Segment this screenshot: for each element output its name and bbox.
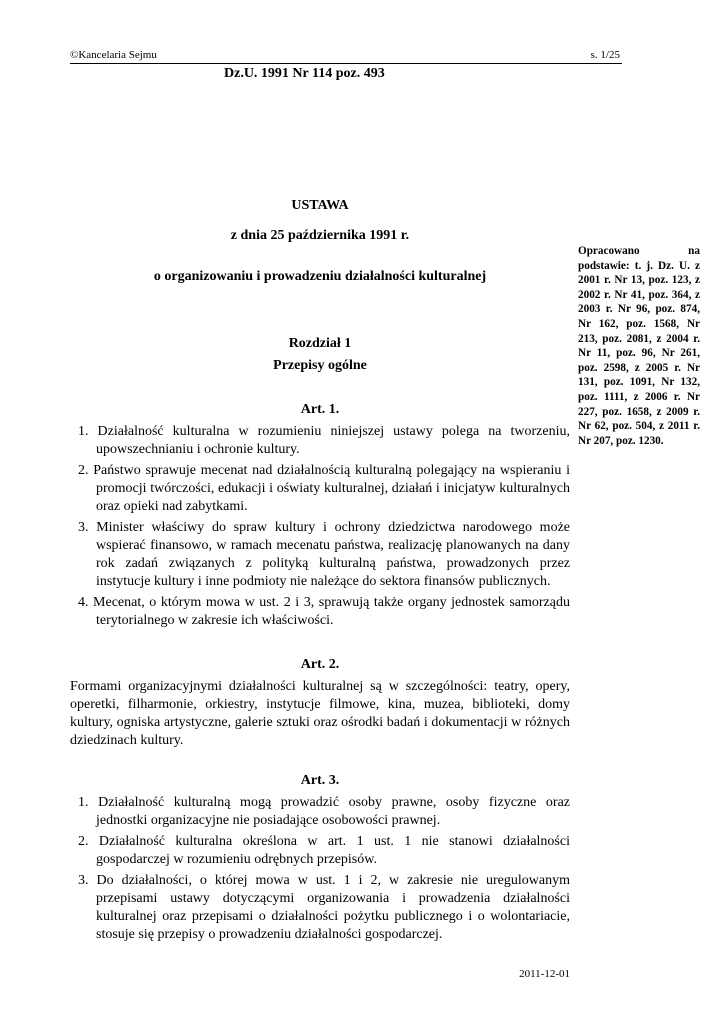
page-header bbox=[70, 49, 622, 64]
publisher-label: ©Kancelaria Sejmu bbox=[70, 49, 157, 61]
article-1-heading: Art. 1. bbox=[300, 402, 340, 417]
article-1-paragraph: 4. Mecenat, o którym mowa w ust. 2 i 3, sprawują także organy jednostek samorządu terytorialnego w zakresie ich właściwości. bbox=[78, 595, 570, 628]
article-3-body bbox=[70, 794, 570, 944]
article-3-paragraph: 1. Działalność kulturalną mogą prowadzić osoby prawne, osoby fizyczne oraz jednostki organizacyjne nie posiadające osobowości prawnej. bbox=[78, 795, 570, 828]
article-1-body bbox=[70, 423, 570, 630]
article-2-heading: Art. 2. bbox=[300, 657, 340, 672]
act-title: o organizowaniu i prowadzeniu działalności kulturalnej bbox=[153, 269, 487, 284]
article-3-paragraph: 3. Do działalności, o której mowa w ust. 1 i 2, w zakresie nie uregulowanym przepisami ustawy dotyczącymi organizowania i prowadzenia działalności kulturalnej oraz przepisami o działalności pożytku publicznego i o wolontariacie, stosuje się przepisy o prowadzeniu działalności gospodarczej. bbox=[78, 873, 570, 942]
article-1-paragraph: 1. Działalność kulturalna w rozumieniu niniejszej ustawy polega na tworzeniu, upowszechnianiu i ochronie kultury. bbox=[78, 424, 570, 457]
consolidation-note: Opracowano na podstawie: t. j. Dz. U. z 2001 r. Nr 13, poz. 123, z 2002 r. Nr 41, poz. 364, z 2003 r. Nr 96, poz. 874, Nr 162, poz. 1568, Nr 213, poz. 2081, z 2004 r. Nr 11, poz. 96, Nr 261, poz. 2598, z 2005 r. Nr 131, poz. 1091, Nr 132, poz. 1111, z 2006 r. Nr 227, poz. 1658, z 2009 r. Nr 62, poz. 504, z 2011 r. Nr 207, poz. 1230. bbox=[578, 245, 700, 447]
act-type: USTAWA bbox=[291, 198, 349, 213]
article-1-paragraph: 3. Minister właściwy do spraw kultury i ochrony dziedzictwa narodowego może wspierać finansowo, w ramach mecenatu państwa, realizację planowanych na dany rok zadań związanych z polityką kulturalną państwa, prowadzonych przez instytucje kultury i inne podmioty nie należące do sektora finansów publicznych. bbox=[78, 520, 570, 589]
article-1-paragraph: 2. Państwo sprawuje mecenat nad działalnością kulturalną polegający na wspieraniu i promocji twórczości, edukacji i oświaty kulturalnej, działań i inicjatyw kulturalnych oraz opieki nad zabytkami. bbox=[78, 463, 570, 514]
act-date: z dnia 25 października 1991 r. bbox=[230, 228, 410, 243]
document-reference: Dz.U. 1991 Nr 114 poz. 493 bbox=[224, 66, 385, 81]
footer-date: 2011-12-01 bbox=[519, 968, 570, 980]
page-number: s. 1/25 bbox=[590, 49, 620, 61]
chapter-number: Rozdział 1 bbox=[288, 336, 352, 351]
article-3-paragraph: 2. Działalność kulturalna określona w art. 1 ust. 1 nie stanowi działalności gospodarczej w rozumieniu odrębnych przepisów. bbox=[78, 834, 570, 867]
article-2-body: Formami organizacyjnymi działalności kulturalnej są w szczególności: teatry, opery, operetki, filharmonie, orkiestry, instytucje filmowe, kina, muzea, biblioteki, domy kultury, ogniska artystyczne, galerie sztuki oraz ośrodki badań i dokumentacji w różnych dziedzinach kultury. bbox=[70, 679, 570, 748]
article-3-heading: Art. 3. bbox=[300, 773, 340, 788]
chapter-title: Przepisy ogólne bbox=[273, 358, 367, 373]
